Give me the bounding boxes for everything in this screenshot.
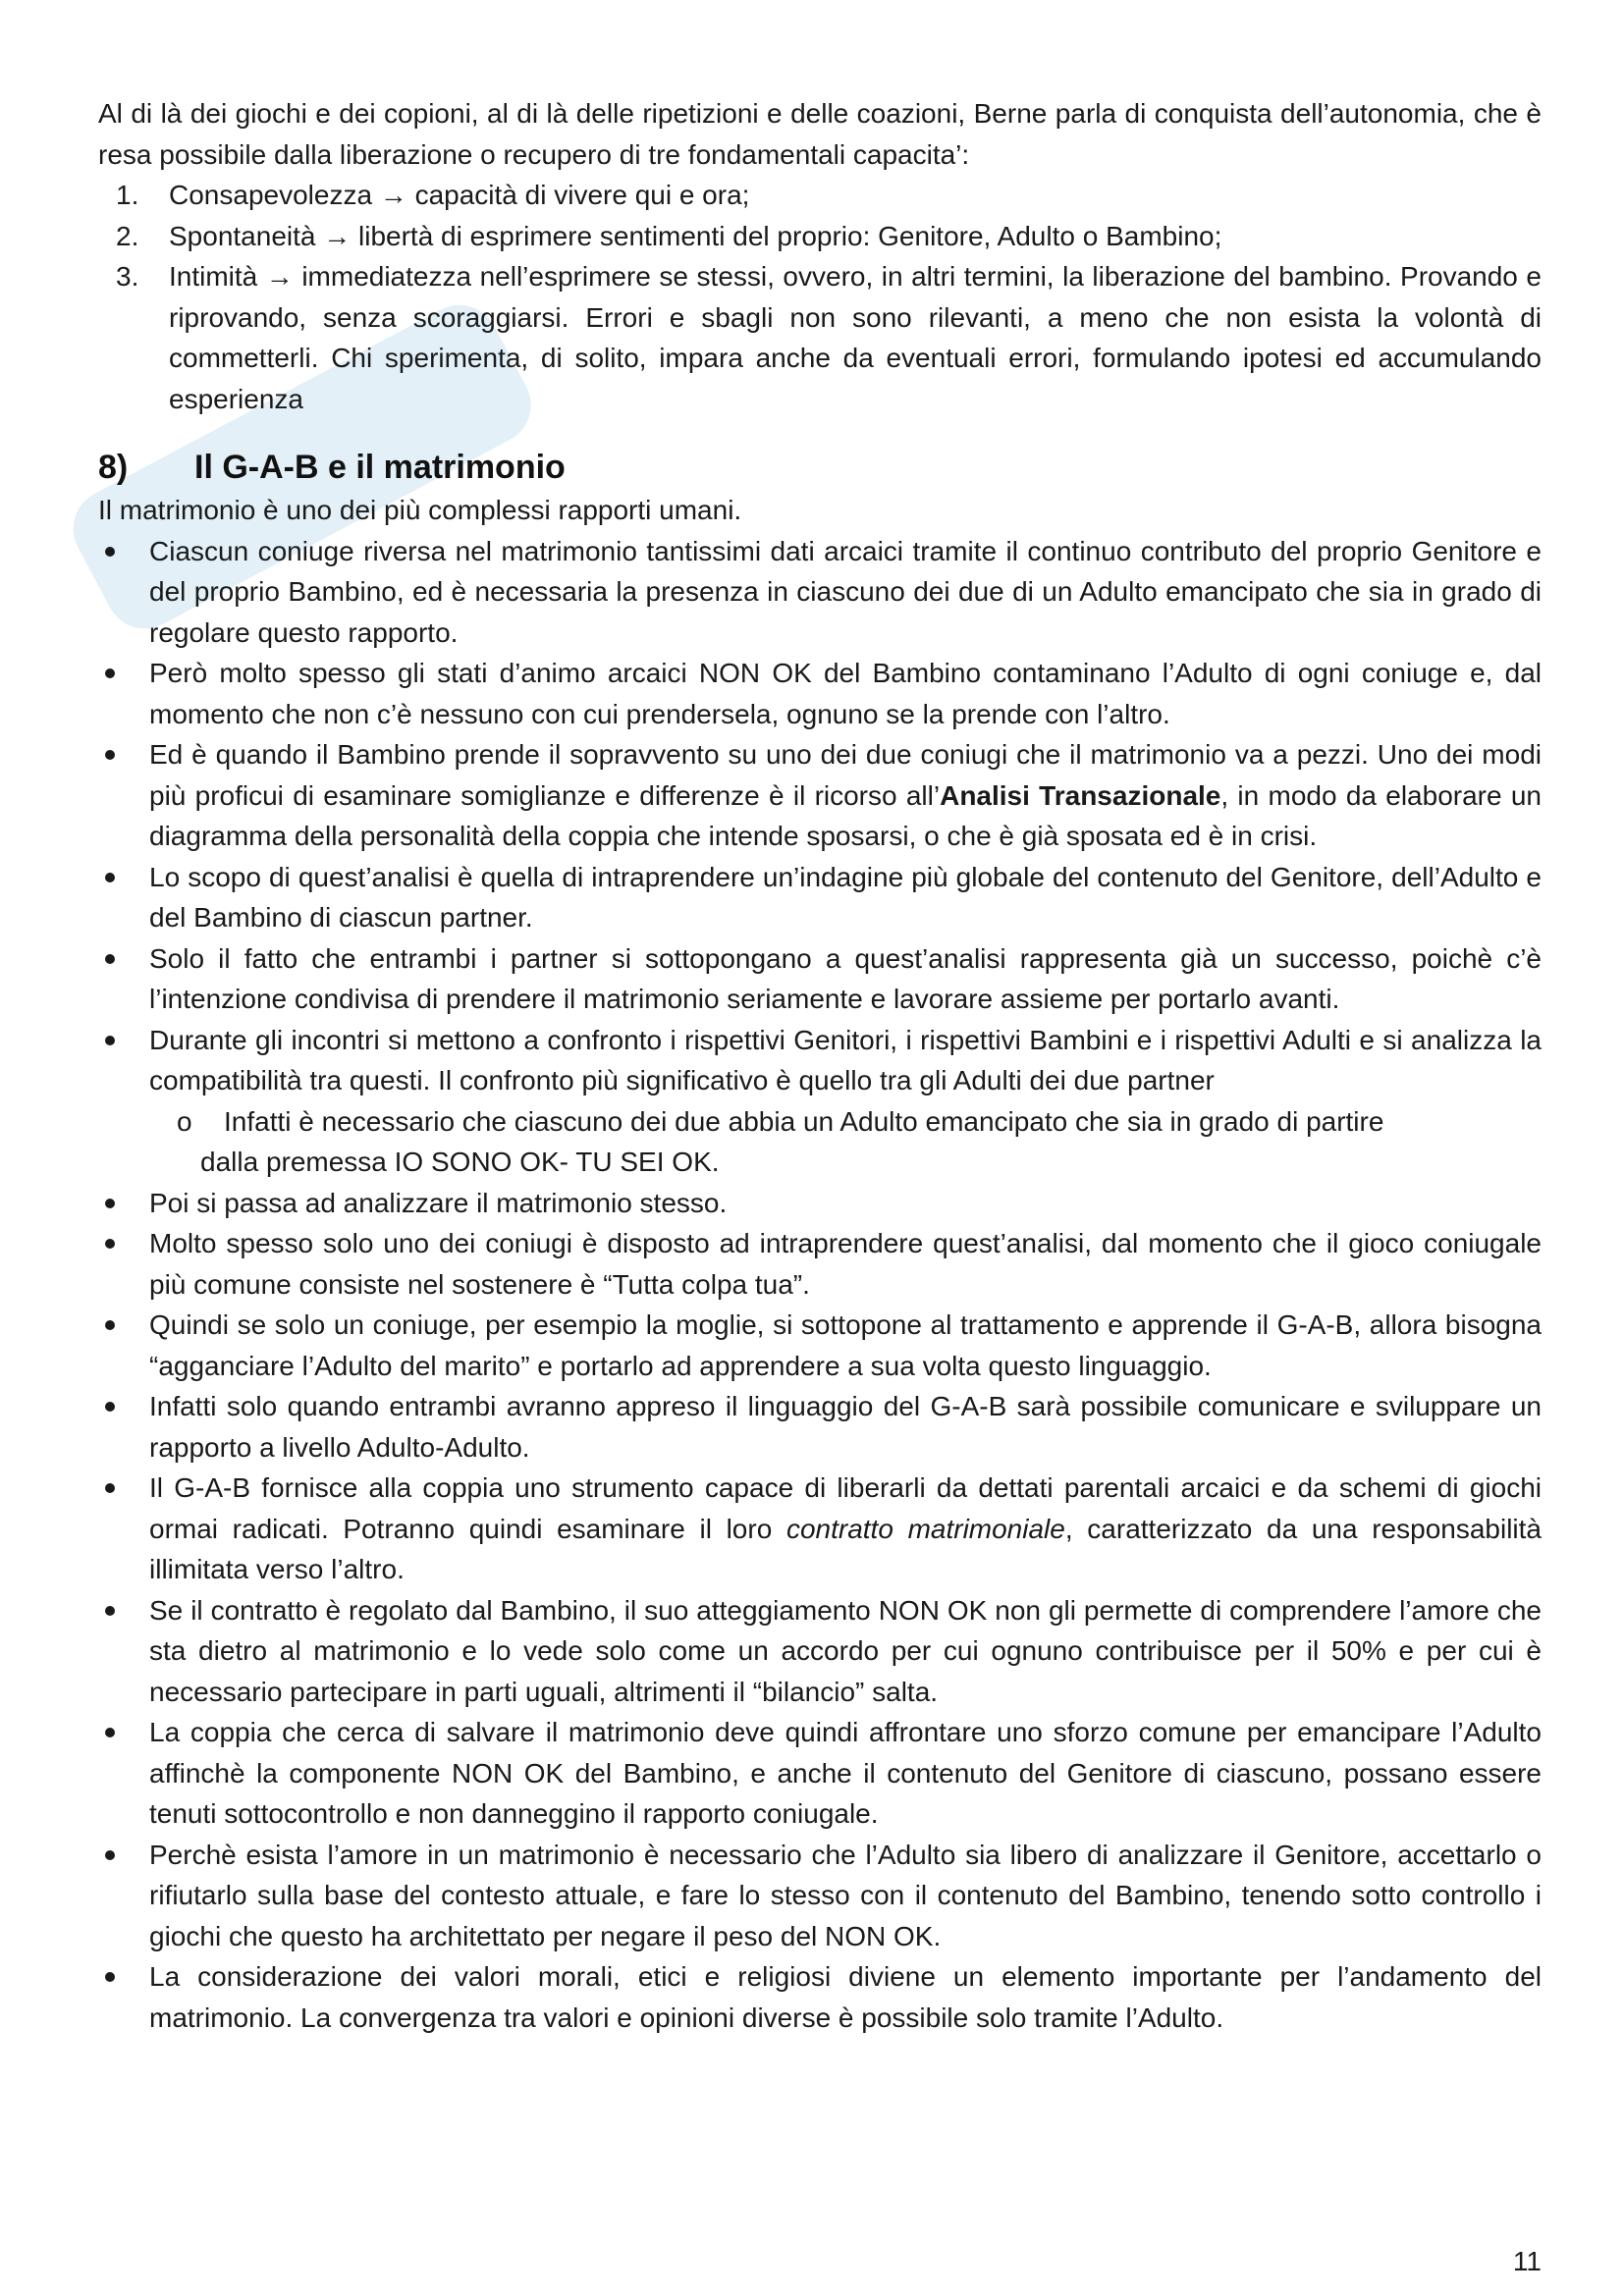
list-item-text: Poi si passa ad analizzare il matrimonio stesso. — [149, 1187, 728, 1218]
list-item-text: Ed è quando il Bambino prende il sopravvento su uno dei due coniugi che il matrimonio va a pezzi. Uno dei modi più proficui di esaminare somiglianze e differenze è il ricorso all’ — [149, 739, 1542, 811]
list-item — [98, 256, 1542, 419]
list-item — [98, 1468, 1542, 1590]
document-page — [98, 93, 1542, 2038]
section-heading — [98, 445, 1542, 490]
list-item-text: Infatti solo quando entrambi avranno appreso il linguaggio del G-A-B sarà possibile comunicare e sviluppare un rapporto a livello Adulto-Adulto. — [149, 1391, 1542, 1463]
list-item-text: Molto spesso solo uno dei coniugi è disposto ad intraprendere quest’analisi, dal momento che il gioco coniugale più comune consiste nel sostenere è “Tutta colpa tua”. — [149, 1228, 1542, 1300]
circle-bullet-icon: o — [177, 1105, 192, 1137]
list-item-text: La considerazione dei valori morali, etici e religiosi diviene un elemento importante per l’andamento del matrimonio. La convergenza tra valori e opinioni diverse è possibile solo tramite l’Adulto. — [149, 1961, 1542, 2033]
bullet-icon — [105, 1606, 115, 1616]
list-item-text: Quindi se solo un coniuge, per esempio la moglie, si sottopone al trattamento e apprende il G-A-B, allora bisogna “agganciare l’Adulto del marito” e portarlo ad apprendere a sua volta questo linguaggio. — [149, 1309, 1542, 1381]
list-item-text: Il G-A-B fornisce alla coppia uno strumento capace di liberarli da dettati parentali arcaici e da schemi di giochi ormai radicati. Potranno quindi esaminare il loro — [149, 1472, 1542, 1544]
list-item-text: Intimità → immediatezza nell’esprimere se stessi, ovvero, in altri termini, la liberazione del bambino. Provando e riprovando, senza scoraggiarsi. Errori e sbagli non sono rilevanti, a meno che non esista la volontà di commetterli. Chi sperimenta, di solito, impara anche da eventuali errori, formulando ipotesi ed accumulando esperienza — [169, 261, 1542, 414]
list-item-text: Perchè esista l’amore in un matrimonio è necessario che l’Adulto sia libero di analizzare il Genitore, accettarlo o rifiutarlo sulla base del contesto attuale, e fare lo stesso con il contenuto del Bambino, tenendo sotto controllo i giochi che questo ha architettato per negare il peso del NON OK. — [149, 1839, 1542, 1951]
list-item-text: Se il contratto è regolato dal Bambino, il suo atteggiamento NON OK non gli permette di comprendere l’amore che sta dietro al matrimonio e lo vede solo come un accordo per cui ognuno contribuisce per il 50% e per cui è necessario partecipare in parti uguali, altrimenti il “bilancio” salta. — [149, 1594, 1542, 1707]
list-item — [98, 1305, 1542, 1386]
sub-item-line: Infatti è necessario che ciascuno dei due abbia un Adulto emancipato che sia in grado di partire — [224, 1105, 1384, 1137]
list-item — [98, 175, 1542, 216]
list-item — [98, 1712, 1542, 1835]
list-item-text: Consapevolezza → capacità di vivere qui e ora; — [169, 180, 750, 210]
list-item — [98, 938, 1542, 1020]
list-item-text: Ciascun coniuge riversa nel matrimonio tantissimi dati arcaici tramite il continuo contributo del proprio Genitore e del proprio Bambino, ed è necessaria la presenza in ciascuno dei due di un Adulto emancipato che sia in grado di regolare questo rapporto. — [149, 535, 1542, 648]
bullet-icon — [105, 1402, 115, 1412]
bullet-list — [98, 531, 1542, 2039]
bullet-icon — [105, 1199, 115, 1208]
bullet-icon — [105, 1972, 115, 1982]
list-item — [98, 216, 1542, 257]
bullet-icon — [105, 1483, 115, 1493]
list-item — [98, 1386, 1542, 1468]
list-number: 3. — [116, 261, 139, 292]
list-item-text: Lo scopo di quest’analisi è quella di intraprendere un’indagine più globale del contenuto del Genitore, dell’Adulto e del Bambino di ciascun partner. — [149, 861, 1542, 933]
list-item-text: Però molto spesso gli stati d’animo arcaici NON OK del Bambino contaminano l’Adulto di ogni coniuge e, dal momento che non c’è nessuno con cui prendersela, ognuno se la prende con l’altro. — [149, 658, 1542, 729]
bullet-icon — [105, 1728, 115, 1737]
bullet-icon — [105, 1320, 115, 1330]
list-item — [98, 1183, 1542, 1224]
bullet-icon — [105, 873, 115, 882]
section-title: Il G-A-B e il matrimonio — [194, 449, 566, 486]
sub-item-line: dalla premessa IO SONO OK- TU SEI OK. — [200, 1147, 720, 1177]
bullet-icon — [105, 1850, 115, 1860]
list-item — [98, 1590, 1542, 1713]
italic-term: contratto matrimoniale — [785, 1513, 1065, 1544]
list-item — [98, 531, 1542, 654]
sub-list-item — [98, 1101, 1542, 1183]
list-number: 1. — [116, 180, 139, 210]
list-item-text: Durante gli incontri si mettono a confronto i rispettivi Genitori, i rispettivi Bambini e i rispettivi Adulti e si analizza la compatibilità tra questi. Il confronto più significativo è quello tra gli Adulti dei due partner — [149, 1024, 1542, 1095]
intro-paragraph: Al di là dei giochi e dei copioni, al di là delle ripetizioni e delle coazioni, Berne parla di conquista dell’autonomia, che è resa possibile dalla liberazione o recupero di tre fondamentali capacita’: — [98, 98, 1542, 170]
list-item — [98, 1020, 1542, 1183]
section-number: 8) — [98, 449, 129, 486]
section-lead: Il matrimonio è uno dei più complessi rapporti umani. — [98, 495, 742, 525]
bullet-icon — [105, 1036, 115, 1045]
list-item-text: , in modo da elaborare un diagramma della personalità della coppia che intende sposarsi, o che è già sposata ed è in crisi. — [149, 779, 1542, 851]
list-item-text: Solo il fatto che entrambi i partner si sottopongano a quest’analisi rappresenta già un successo, poichè c’è l’intenzione condivisa di prendere il matrimonio seriamente e lavorare assieme per portarlo avanti. — [149, 942, 1542, 1014]
page-number: 11 — [1512, 2246, 1542, 2276]
bullet-icon — [105, 750, 115, 760]
bold-term: Analisi Transazionale — [940, 779, 1221, 811]
list-item — [98, 653, 1542, 734]
list-item — [98, 1956, 1542, 2038]
bullet-icon — [105, 954, 115, 964]
list-item — [98, 734, 1542, 857]
bullet-icon — [105, 1239, 115, 1249]
list-item — [98, 857, 1542, 938]
list-item — [98, 1835, 1542, 1957]
list-item-text: , caratterizzato da una responsabilità illimitata verso l’altro. — [149, 1513, 1542, 1584]
list-item — [98, 1223, 1542, 1305]
sub-list — [149, 1101, 1542, 1183]
list-number: 2. — [116, 220, 139, 251]
bullet-icon — [105, 547, 115, 557]
bullet-icon — [105, 668, 115, 678]
list-item-text: Spontaneità → libertà di esprimere sentimenti del proprio: Genitore, Adulto o Bambino; — [169, 220, 1222, 251]
list-item-text: La coppia che cerca di salvare il matrimonio deve quindi affrontare uno sforzo comune per emancipare l’Adulto affinchè la componente NON OK del Bambino, e anche il contenuto del Genitore di ciascuno, possano essere tenuti sottocontrollo e non danneggino il rapporto coniugale. — [149, 1717, 1542, 1829]
capacities-list — [98, 175, 1542, 419]
